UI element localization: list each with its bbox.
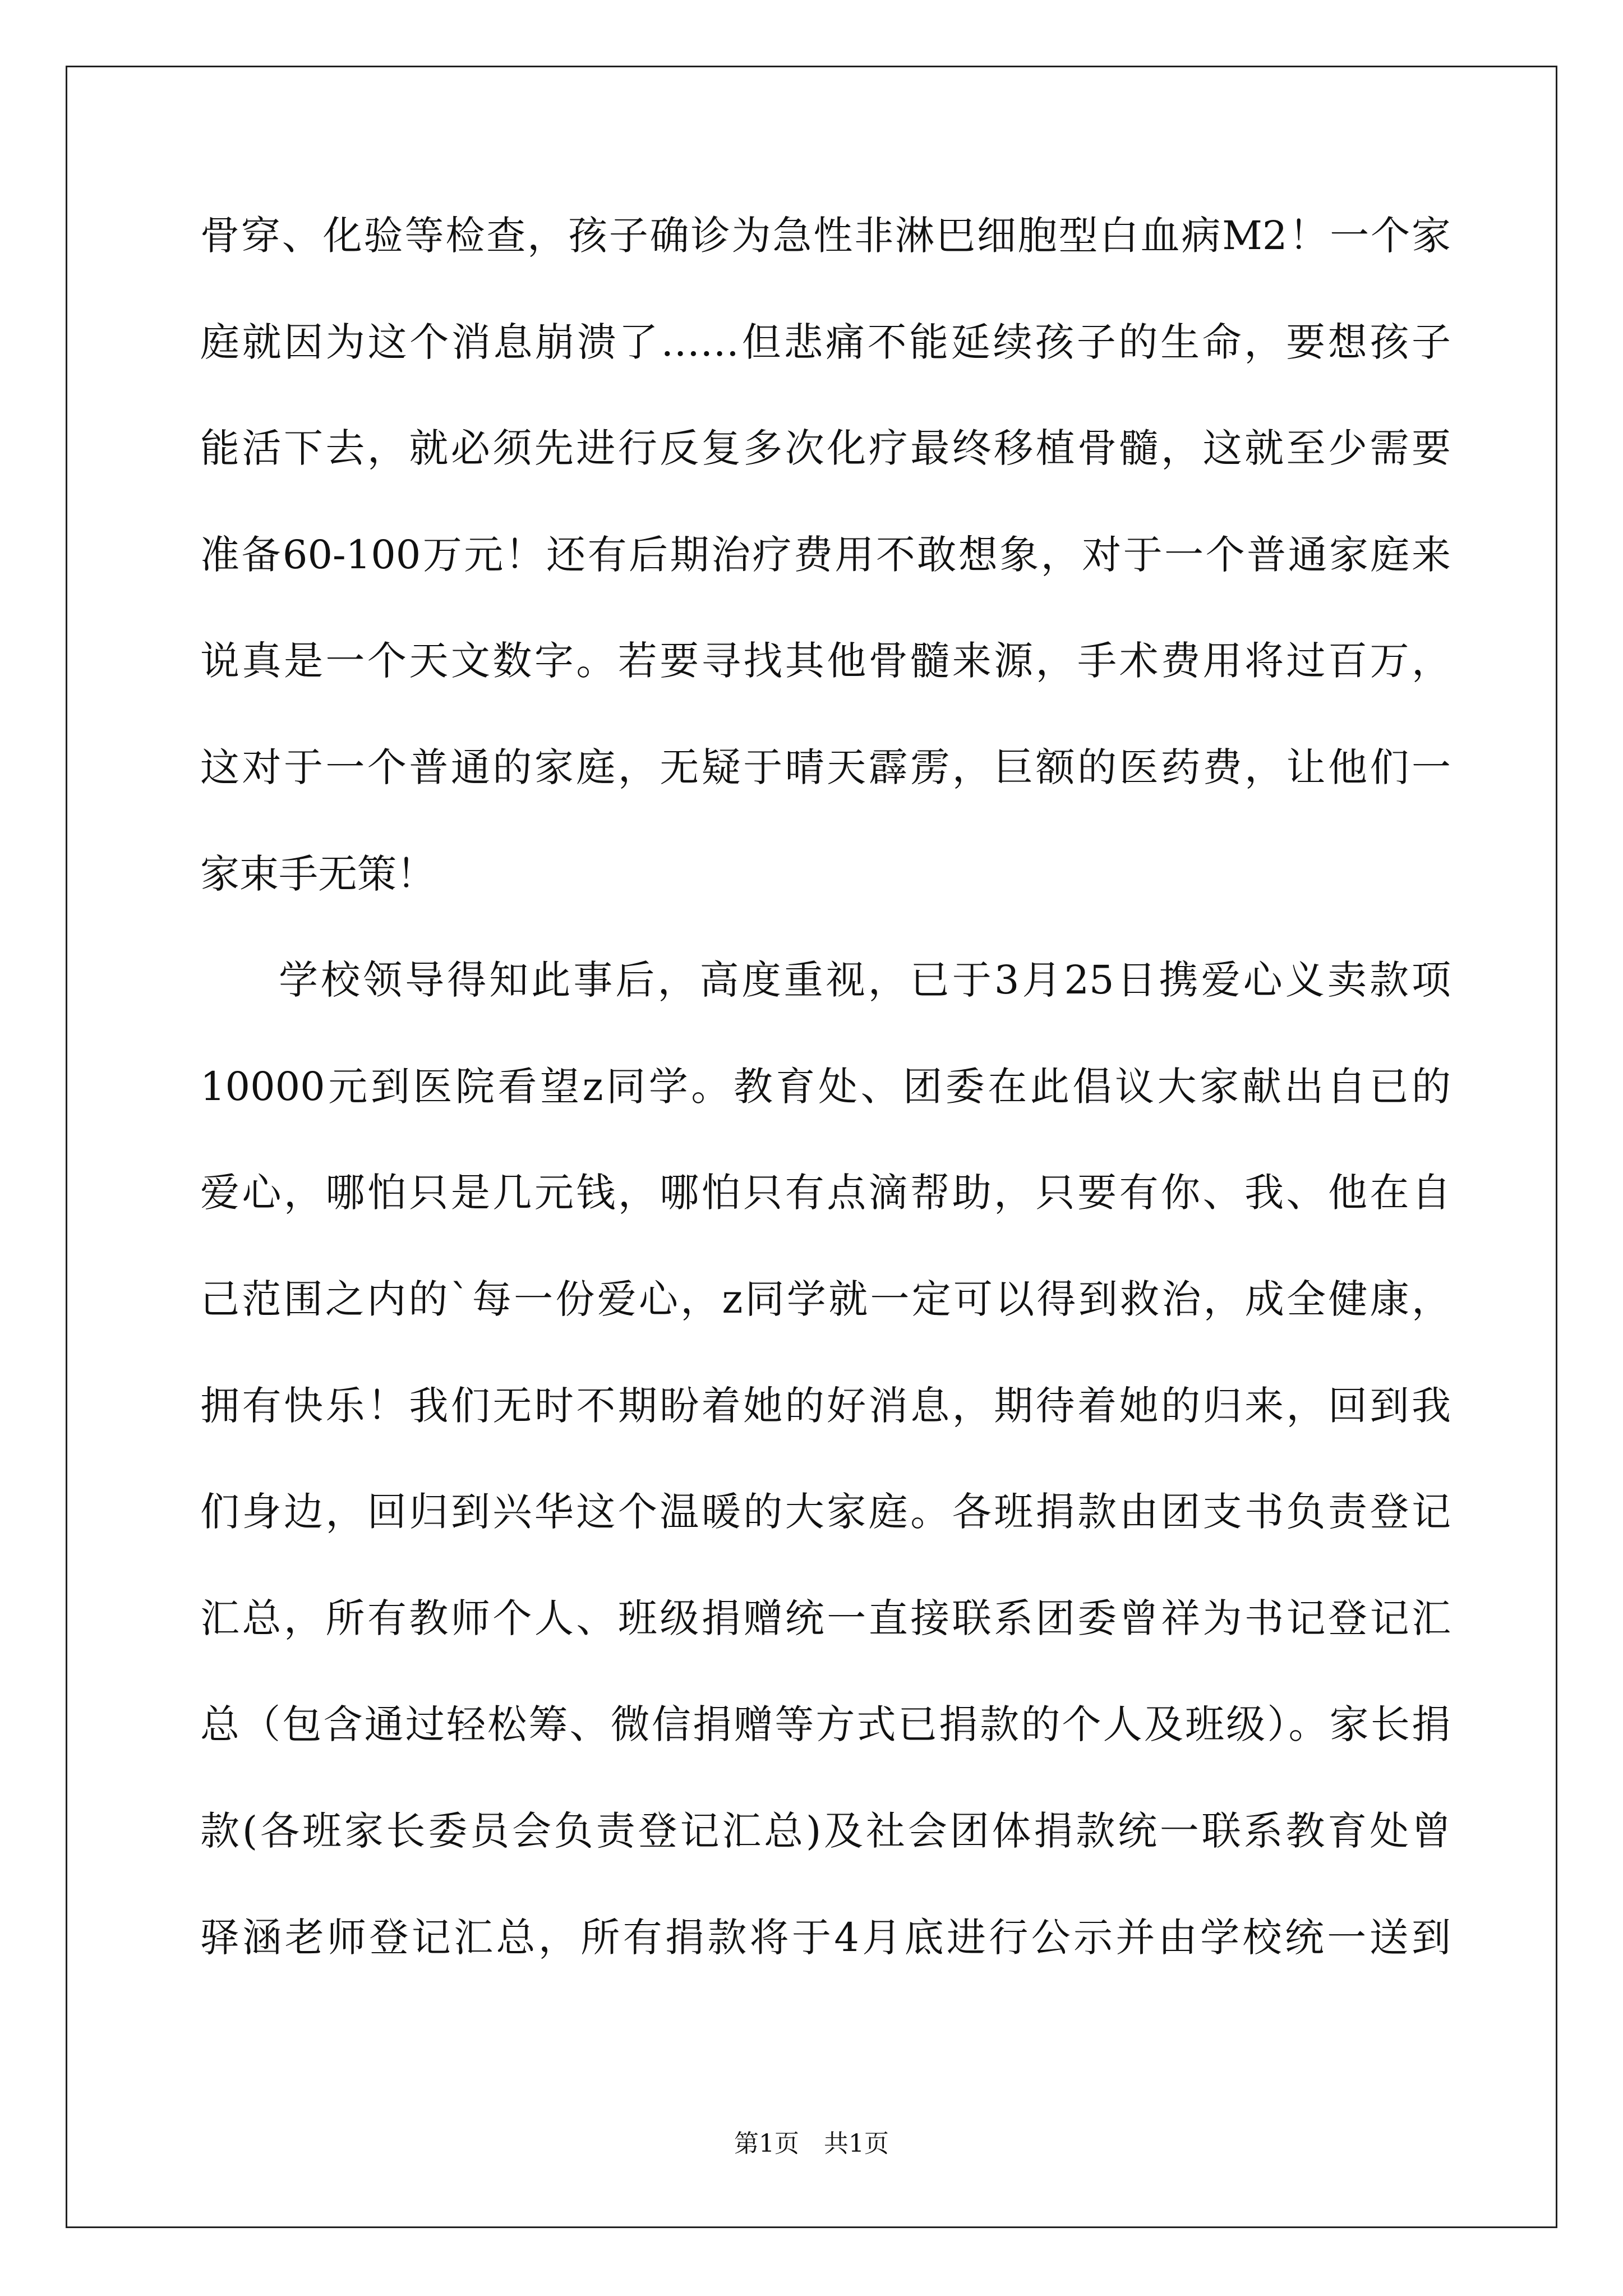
page-total: 共1页	[824, 2129, 889, 2158]
text-line: 骨穿、化验等检查，孩子确诊为急性非淋巴细胞型白血病M2！一个家	[200, 213, 1451, 259]
paragraph-2	[200, 957, 1451, 2024]
paragraph-1	[200, 213, 1451, 960]
text-line: 庭就因为这个消息崩溃了……但悲痛不能延续孩子的生命，要想孩子	[200, 319, 1451, 365]
text-line-last: 家束手无策！	[200, 850, 436, 897]
document-body	[200, 213, 1451, 2024]
text-line: 10000元到医院看望z同学。教育处、团委在此倡议大家献出自已的	[200, 1063, 1451, 1110]
text-line: 款(各班家长委员会负责登记汇总)及社会团体捐款统一联系教育处曾	[200, 1807, 1451, 1854]
text-line-indented: 学校领导得知此事后，高度重视，已于3月25日携爱心义卖款项	[279, 957, 1451, 1004]
text-line: 准备60-100万元！还有后期治疗费用不敢想象，对于一个普通家庭来	[200, 531, 1451, 578]
text-line: 己范围之内的`每一份爱心，z同学就一定可以得到救治，成全健康，	[200, 1276, 1451, 1322]
text-line: 这对于一个普通的家庭，无疑于晴天霹雳，巨额的医药费，让他们一	[200, 744, 1451, 790]
text-line: 总（包含通过轻松筹、微信捐赠等方式已捐款的个人及班级）。家长捐	[200, 1701, 1451, 1748]
text-line: 拥有快乐！我们无时不期盼着她的好消息，期待着她的归来，回到我	[200, 1382, 1451, 1429]
page-footer	[0, 2129, 1623, 2158]
text-line: 爱心，哪怕只是几元钱，哪怕只有点滴帮助，只要有你、我、他在自	[200, 1170, 1451, 1216]
text-line: 驿涵老师登记汇总，所有捐款将于4月底进行公示并由学校统一送到	[200, 1914, 1451, 1961]
text-line: 说真是一个天文数字。若要寻找其他骨髓来源，手术费用将过百万，	[200, 638, 1451, 684]
text-line: 能活下去，就必须先进行反复多次化疗最终移植骨髓，这就至少需要	[200, 425, 1451, 472]
page-number: 第1页	[734, 2129, 799, 2158]
text-line: 汇总，所有教师个人、班级捐赠统一直接联系团委曾祥为书记登记汇	[200, 1595, 1451, 1641]
text-line: 们身边，回归到兴华这个温暖的大家庭。各班捐款由团支书负责登记	[200, 1489, 1451, 1535]
